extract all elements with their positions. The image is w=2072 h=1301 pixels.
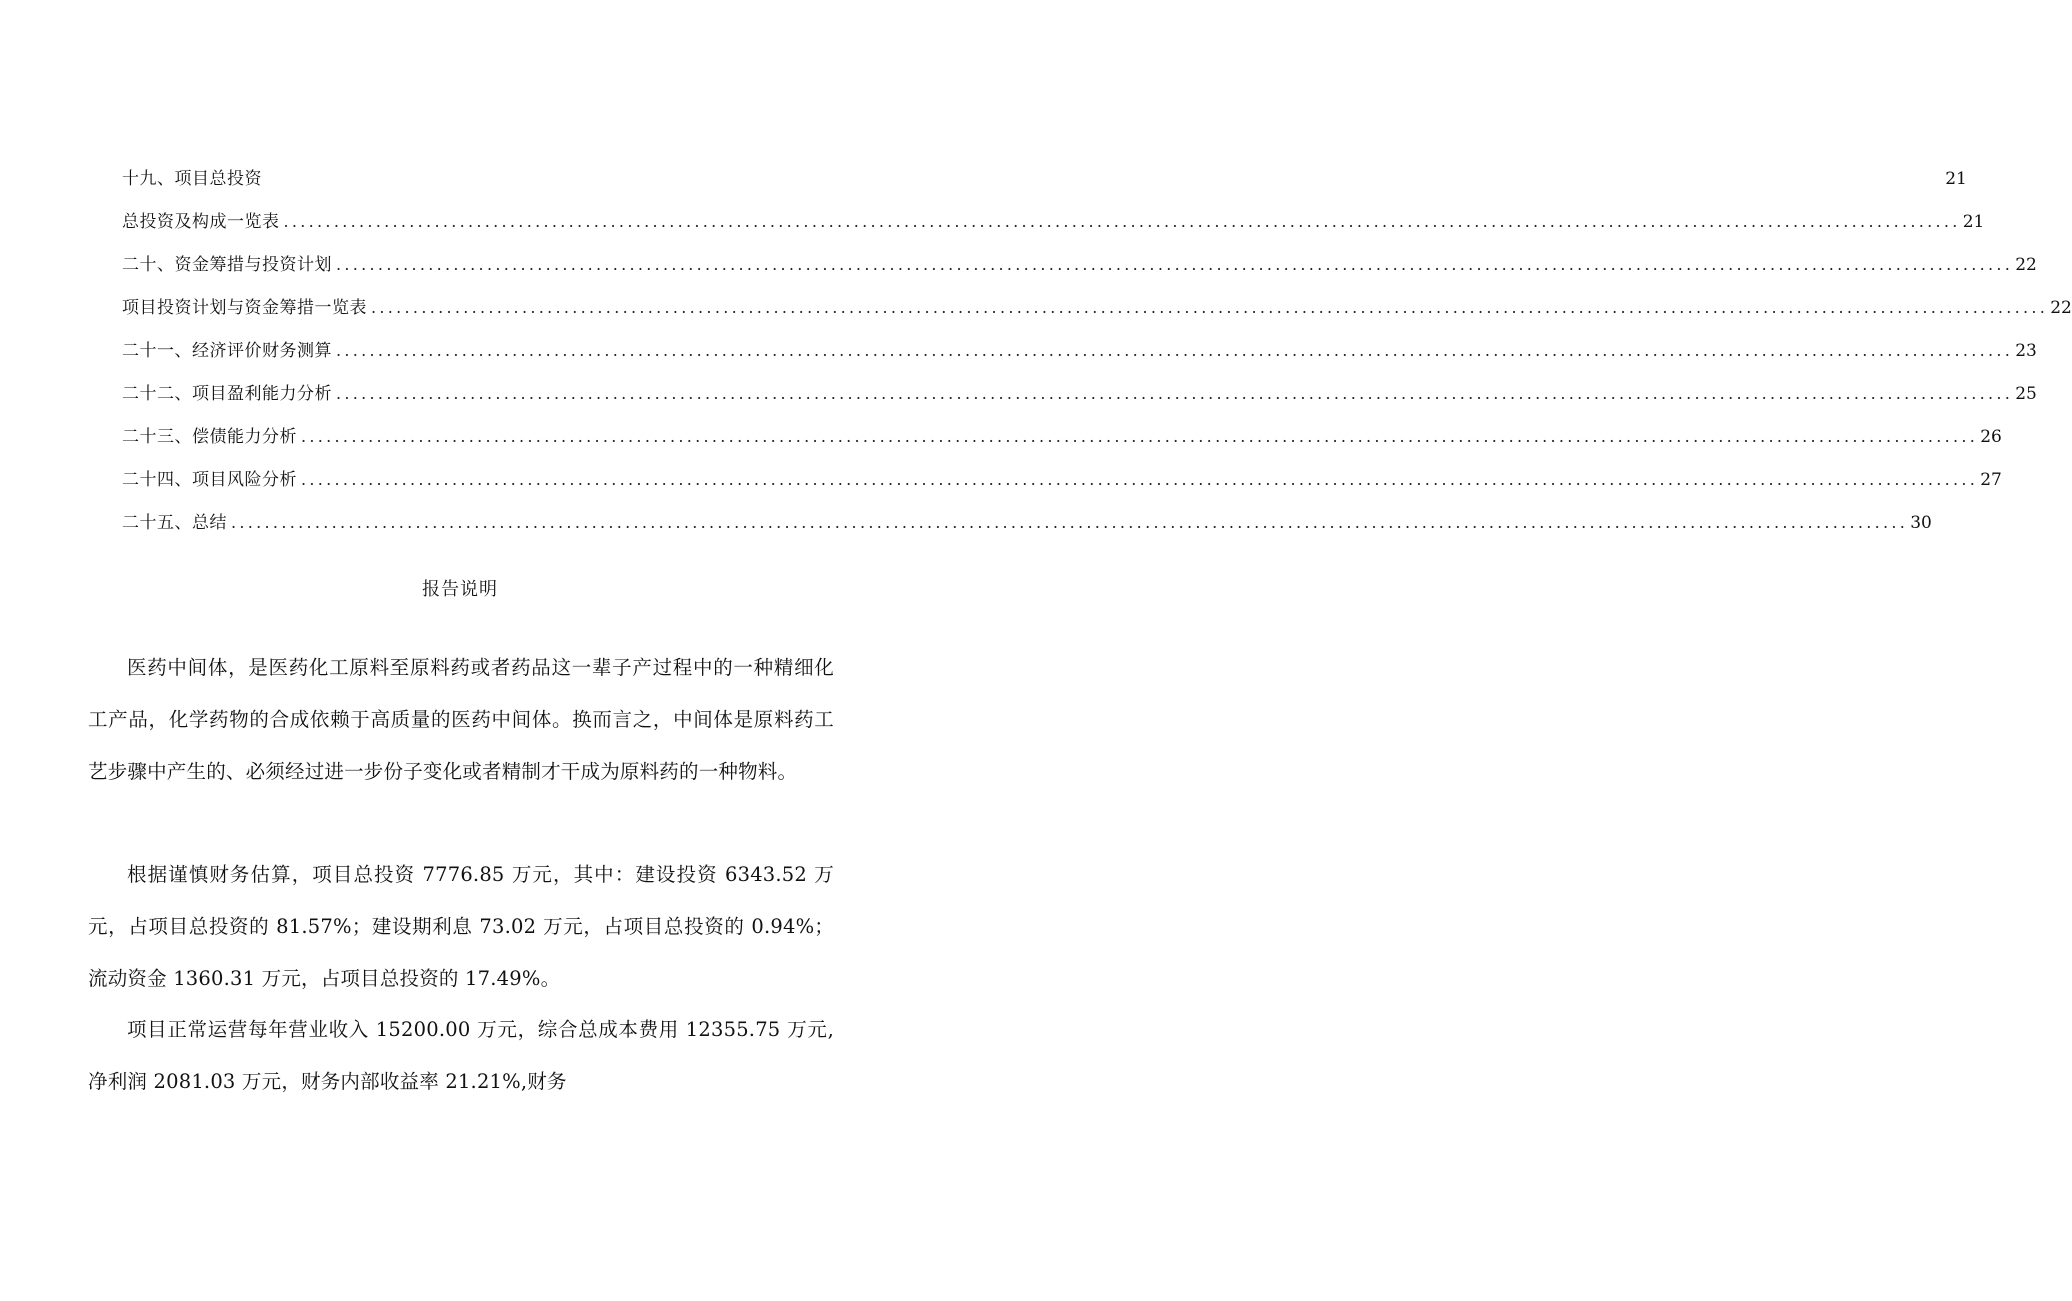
toc-entry-page: 22	[2015, 255, 2037, 275]
report-heading: 报告说明	[422, 579, 498, 600]
toc-entry-title: 总投资及构成一览表	[122, 212, 280, 232]
toc-entry-title: 二十、资金筹措与投资计划	[122, 255, 332, 275]
toc-entry[interactable]	[122, 415, 2002, 458]
toc-entry[interactable]	[122, 157, 1967, 200]
toc-entry-page: 21	[1962, 212, 1985, 232]
toc-entry-page: 30	[1910, 513, 1932, 533]
report-paragraph: 医药中间体，是医药化工原料至原料药或者药品这一辈子产过程中的一种精细化工产品，化学药物的合成依赖于高质量的医药中间体。换而言之，中间体是原料药工艺步骤中产生的、必须经过进一步份子变化或者精制才干成为原料药的一种物料。	[88, 655, 834, 783]
toc-entry-title: 十九、项目总投资	[122, 169, 262, 189]
toc-leader-dots: ........................................................................................................................................................................................................	[231, 513, 1909, 532]
report-paragraph: 根据谨慎财务估算，项目总投资 7776.85 万元，其中：建设投资 6343.52 万元，占项目总投资的 81.57%；建设期利息 73.02 万元，占项目总投资的 0.94%；流动资金 1360.31 万元，占项目总投资的 17.49%。	[88, 862, 834, 990]
table-of-contents	[122, 157, 2072, 544]
toc-entry-page: 21	[1945, 169, 1967, 189]
toc-leader-dots: ........................................................................................................................................................................................................	[301, 470, 1979, 489]
toc-entry-title: 二十五、总结	[122, 513, 227, 533]
toc-entry-page: 26	[1980, 427, 2002, 447]
toc-entry-page: 27	[1980, 470, 2002, 490]
toc-leader-dots: ........................................................................................................................................................................................................	[371, 298, 2049, 317]
toc-entry[interactable]	[122, 286, 2072, 329]
toc-entry-title: 二十四、项目风险分析	[122, 470, 297, 490]
toc-entry[interactable]	[122, 200, 1985, 243]
toc-leader-dots: ........................................................................................................................................................................................................	[283, 212, 1961, 231]
toc-entry-page: 25	[2015, 384, 2037, 404]
toc-entry[interactable]	[122, 329, 2037, 372]
report-paragraph: 项目正常运营每年营业收入 15200.00 万元，综合总成本费用 12355.75 万元,净利润 2081.03 万元，财务内部收益率 21.21%,财务	[88, 1017, 834, 1093]
toc-entry-title: 二十一、经济评价财务测算	[122, 341, 332, 361]
toc-entry[interactable]	[122, 372, 2037, 415]
toc-entry-title: 二十二、项目盈利能力分析	[122, 384, 332, 404]
toc-leader-dots: ........................................................................................................................................................................................................	[336, 255, 2014, 274]
toc-leader-dots: ........................................................................................................................................................................................................	[336, 341, 2014, 360]
toc-entry[interactable]	[122, 458, 2002, 501]
toc-entry-title: 项目投资计划与资金筹措一览表	[122, 298, 367, 318]
toc-leader-dots: ........................................................................................................................................................................................................	[301, 427, 1979, 446]
toc-entry-page: 23	[2015, 341, 2037, 361]
toc-entry-title: 二十三、偿债能力分析	[122, 427, 297, 447]
toc-entry[interactable]	[122, 243, 2037, 286]
toc-entry[interactable]	[122, 501, 1932, 544]
toc-leader-dots: ........................................................................................................................................................................................................	[336, 384, 2014, 403]
toc-entry-page: 22	[2050, 298, 2072, 318]
